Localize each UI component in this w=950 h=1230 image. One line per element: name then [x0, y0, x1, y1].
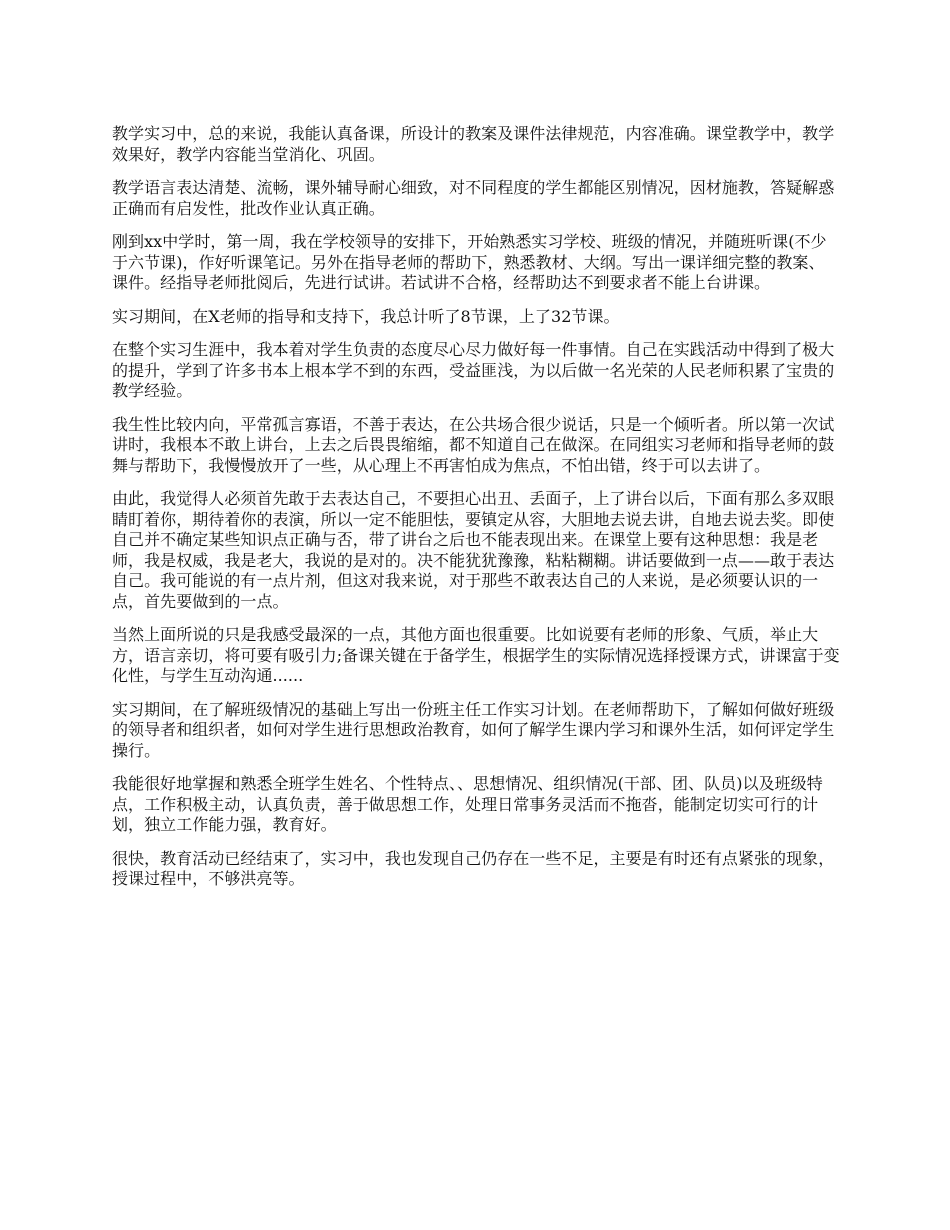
paragraph-3: 刚到xx中学时，第一周，我在学校领导的安排下，开始熟悉实习学校、班级的情况，并随班听课(不少于六节课)，作好听课笔记。另外在指导老师的帮助下，熟悉教材、大纲。写出一课详细完整的教案、课件。经指导老师批阅后，先进行试讲。若试讲不合格，经帮助达不到要求者不能上台讲课。: [112, 232, 827, 292]
paragraph-6: 我生性比较内向，平常孤言寡语，不善于表达，在公共场合很少说话，只是一个倾听者。所以第一次试讲时，我根本不敢上讲台，上去之后畏畏缩缩，都不知道自己在做深。在同组实习老师和指导老师的鼓舞与帮助下，我慢慢放开了一些，从心理上不再害怕成为焦点，不怕出错，终于可以去讲了。: [112, 414, 835, 475]
paragraph-10: 我能很好地掌握和熟悉全班学生姓名、个性特点、、思想情况、组织情况(干部、团、队员)以及班级特点，工作积极主动，认真负责，善于做思想工作，处理日常事务灵活而不拖沓，能制定切实可行的计划，独立工作能力强，教育好。: [112, 774, 823, 834]
paragraph-4: 实习期间，在X老师的指导和支持下，我总计听了8节课，上了32节课。: [112, 306, 620, 326]
paragraph-9: 实习期间，在了解班级情况的基础上写出一份班主任工作实习计划。在老师帮助下，了解如何做好班级的领导者和组织者，如何对学生进行思想政治教育，如何了解学生课内学习和课外生活，如何评定学生操行。: [112, 699, 835, 760]
paragraph-1: 教学实习中，总的来说，我能认真备课，所设计的教案及课件法律规范，内容准确。课堂教学中，教学效果好，教学内容能当堂消化、巩固。: [112, 124, 835, 164]
paragraph-5: 在整个实习生涯中，我本着对学生负责的态度尽心尽力做好每一件事情。自己在实践活动中得到了极大的提升，学到了许多书本上根本学不到的东西，受益匪浅，为以后做一名光荣的人民老师积累了宝贵的教学经验。: [112, 340, 835, 400]
paragraph-8: 当然上面所说的只是我感受最深的一点，其他方面也很重要。比如说要有老师的形象、气质，举止大方，语言亲切，将可要有吸引力;备课关键在于备学生，根据学生的实际情况选择授课方式，讲课富于变化性，与学生互动沟通......: [112, 625, 840, 685]
document-body: [112, 124, 840, 903]
paragraph-2: 教学语言表达清楚、流畅，课外辅导耐心细致，对不同程度的学生都能区别情况，因材施教，答疑解惑正确而有启发性，批改作业认真正确。: [112, 178, 835, 218]
paragraph-7: 由此，我觉得人必须首先敢于去表达自己，不要担心出丑、丢面子，上了讲台以后，下面有那么多双眼睛盯着你，期待着你的表演，所以一定不能胆怯，要镇定从容，大胆地去说去讲，自地去说去奖。即使自己并不确定某些知识点正确与否，带了讲台之后也不能表现出来。在课堂上要有这种思想：我是老师，我是权威，我是老大，我说的是对的。决不能犹犹豫豫，粘粘糊糊。讲话要做到一点——敢于表达自己。我可能说的有一点片剂，但这对我来说，对于那些不敢表达自己的人来说，是必须要认识的一点，首先要做到的一点。: [112, 489, 835, 611]
paragraph-11: 很快，教育活动已经结束了，实习中，我也发现自己仍存在一些不足，主要是有时还有点紧张的现象，授课过程中，不够洪亮等。: [112, 848, 835, 888]
